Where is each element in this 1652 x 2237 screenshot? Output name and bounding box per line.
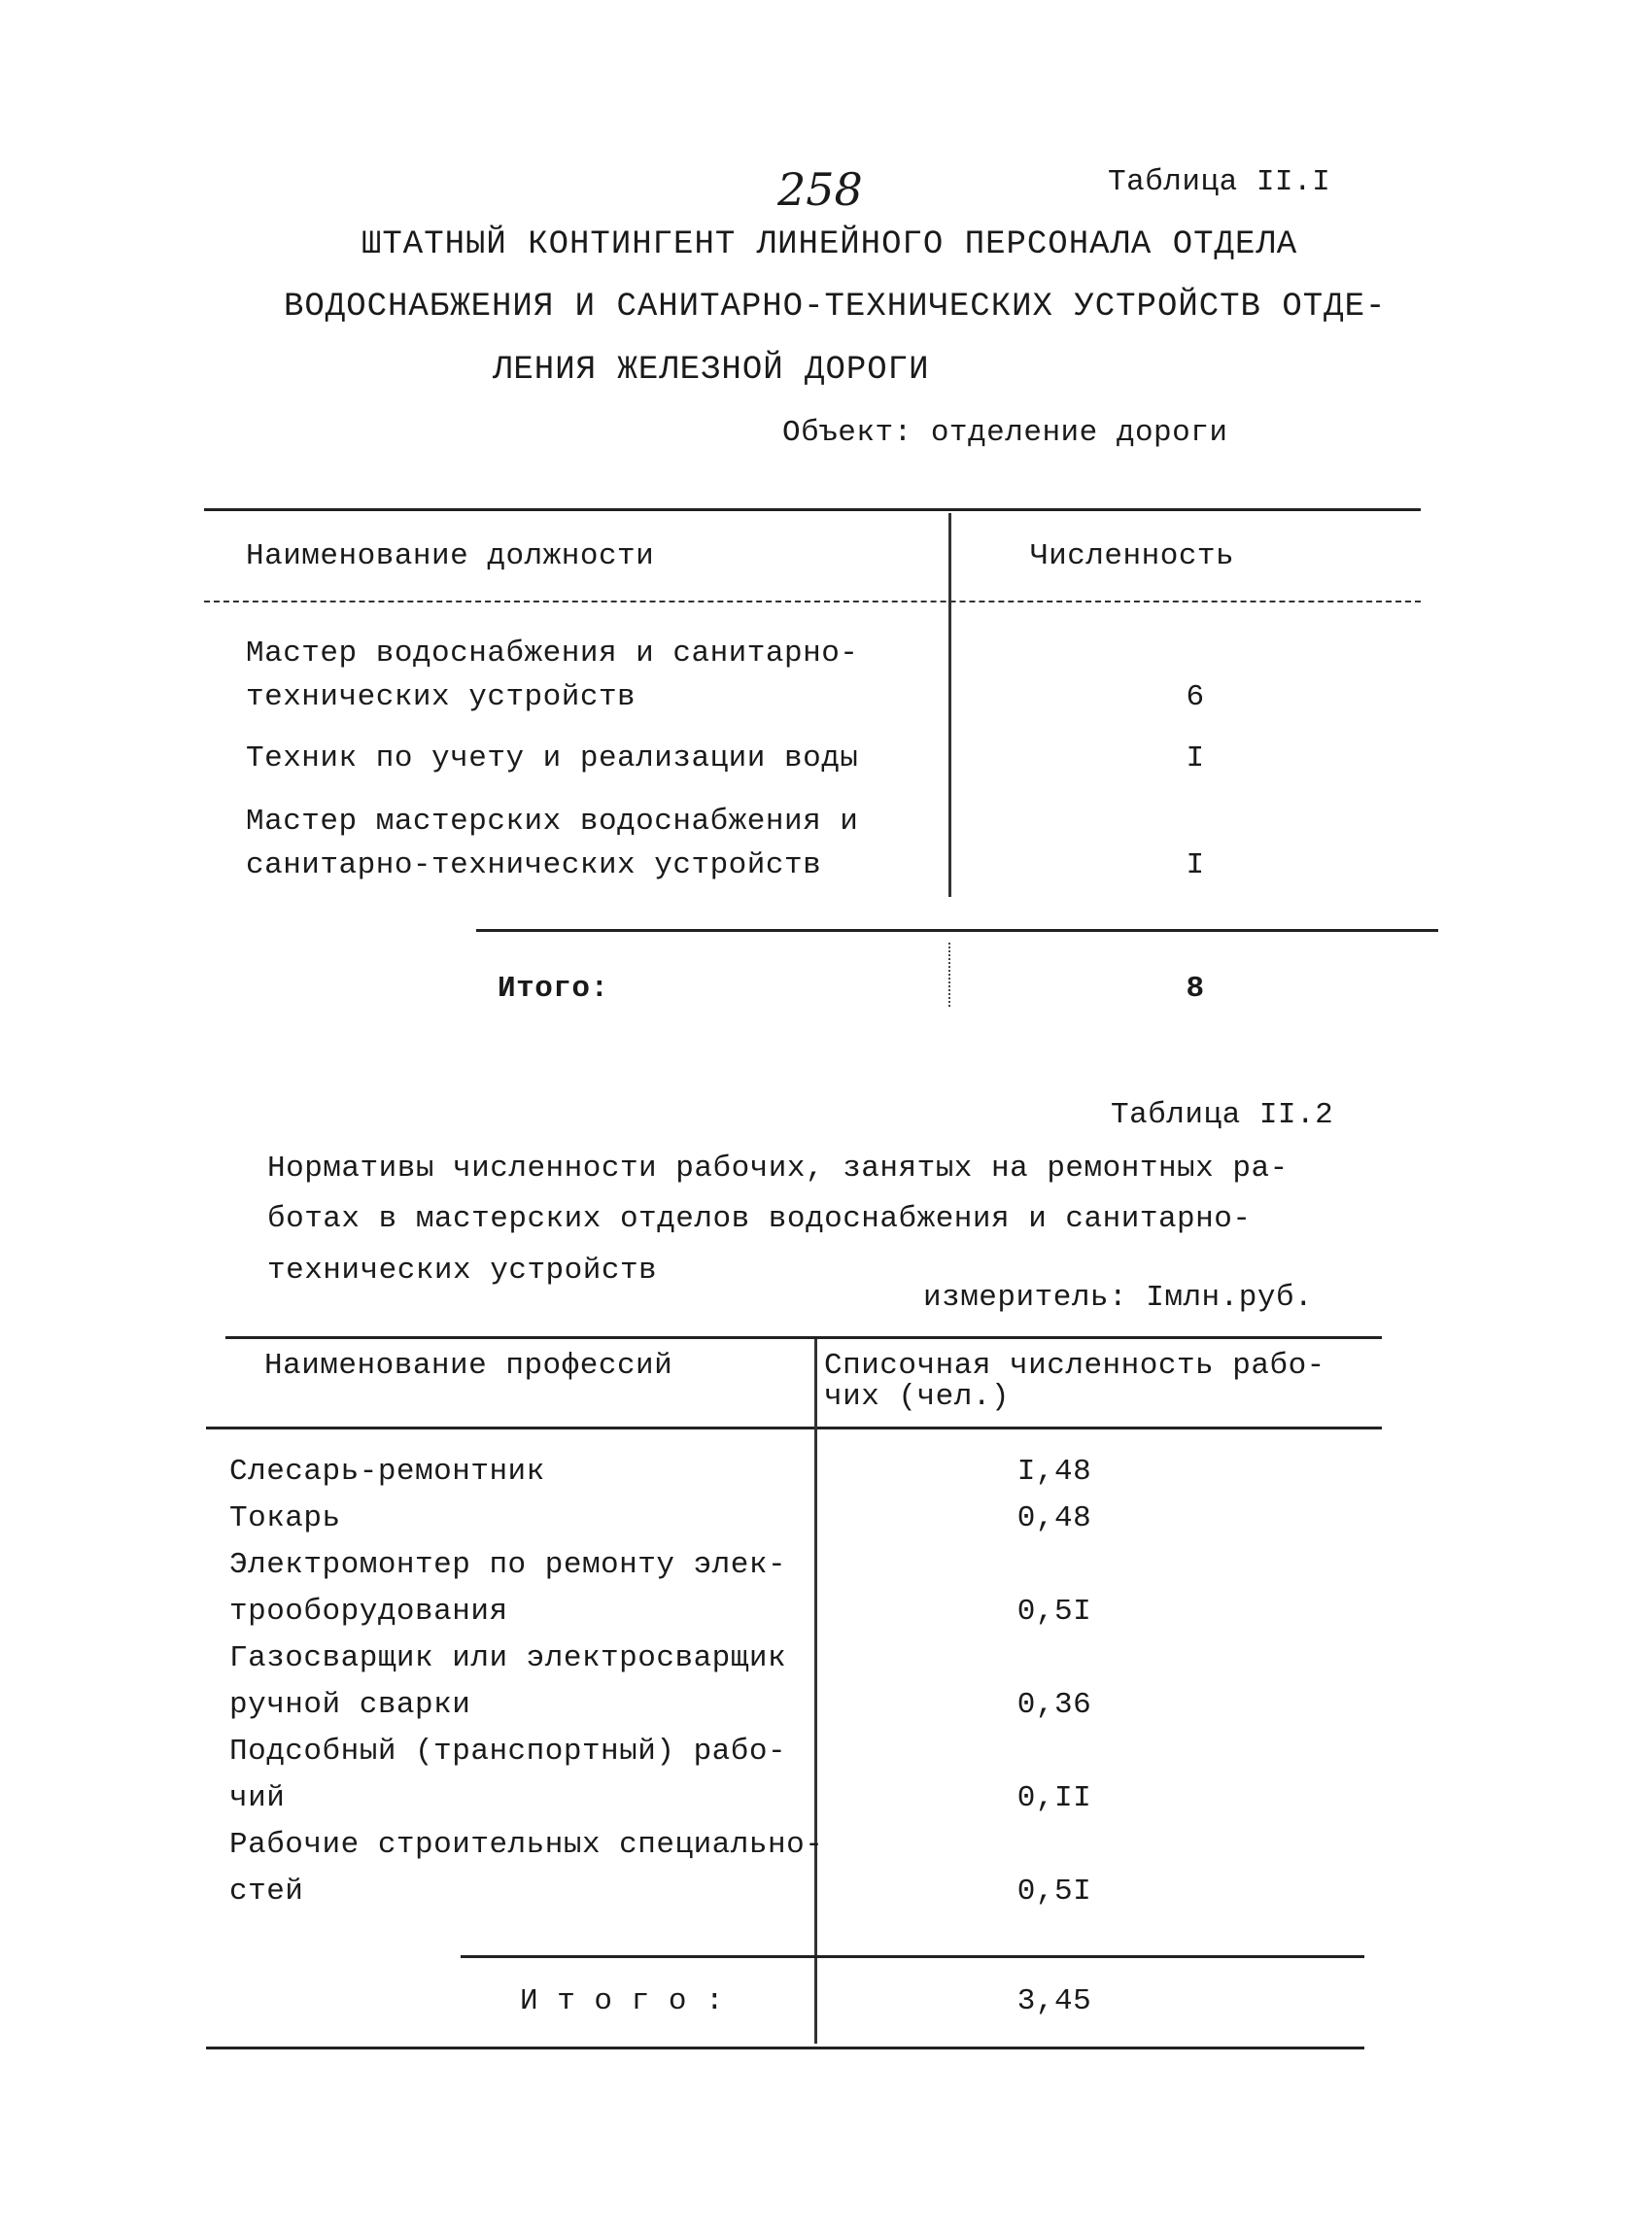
row-value: 0,II (1016, 1781, 1092, 1815)
row-value: 0,5I (1016, 1595, 1092, 1629)
row-name-line: технических устройств (246, 680, 637, 714)
row-name-line: Слесарь-ремонтник (229, 1455, 545, 1489)
table1-total-label: Итого: (498, 972, 609, 1006)
table2-unit: измеритель: Iмлн.руб. (923, 1281, 1314, 1315)
table1-header-count: Численность (1030, 539, 1235, 573)
row-value: I,48 (1016, 1455, 1092, 1489)
table2-total-rule (461, 1955, 1364, 1958)
row-name-line: Газосварщик или электросварщик (229, 1641, 787, 1675)
row-name-line: Рабочие строительных специально- (229, 1828, 824, 1862)
row-name-line: стей (229, 1875, 304, 1909)
row-name-line: трооборудования (229, 1595, 508, 1629)
row-name-line: ручной сварки (229, 1688, 471, 1722)
table2-title-line-2: ботах в мастерских отделов водоснабжения и санитарно- (267, 1202, 1252, 1236)
table1-top-rule (204, 508, 1421, 511)
row-value: 0,36 (1016, 1688, 1092, 1722)
table1-header-rule (204, 601, 1421, 602)
row-count: I (1186, 741, 1205, 775)
table2-label: Таблица II.2 (1111, 1098, 1334, 1132)
row-value: 0,5I (1016, 1875, 1092, 1909)
row-name-line: Электромонтер по ремонту элек- (229, 1548, 787, 1582)
table1-total-divider (948, 943, 950, 1007)
table1-label: Таблица II.I (1108, 165, 1331, 199)
row-name-line: Техник по учету и реализации воды (246, 741, 859, 775)
table1-total-value: 8 (1186, 972, 1205, 1006)
row-name-line: Токарь (229, 1501, 341, 1535)
row-value: 0,48 (1016, 1501, 1092, 1535)
table2-title-line-1: Нормативы численности рабочих, занятых на ремонтных ра- (267, 1152, 1289, 1186)
page-number: 258 (777, 163, 863, 216)
row-name-line: Подсобный (транспортный) рабо- (229, 1735, 787, 1769)
row-count: I (1186, 848, 1205, 882)
row-name-line: Мастер водоснабжения и санитарно- (246, 637, 859, 671)
table2-header-count-line-2: чих (чел.) (824, 1380, 1011, 1414)
table2-bottom-rule (206, 2047, 1364, 2049)
table1-title-line-2: ВОДОСНАБЖЕНИЯ И САНИТАРНО-ТЕХНИЧЕСКИХ УСТРОЙСТВ ОТДЕ- (284, 289, 1387, 326)
table1-header-name: Наименование должности (246, 539, 655, 573)
table2-header-rule (206, 1427, 1382, 1429)
table1-object-line: Объект: отделение дороги (782, 416, 1228, 450)
table1-column-divider (948, 513, 951, 897)
table2-title-line-3: технических устройств (267, 1254, 658, 1288)
row-name-line: чий (229, 1781, 286, 1815)
table2-total-value: 3,45 (1016, 1984, 1092, 2018)
table1-total-rule (476, 929, 1438, 932)
row-count: 6 (1186, 680, 1205, 714)
table1-title-line-1: ШТАТНЫЙ КОНТИНГЕНТ ЛИНЕЙНОГО ПЕРСОНАЛА ОТДЕЛА (361, 226, 1298, 263)
row-name-line: Мастер мастерских водоснабжения и (246, 805, 859, 839)
table2-column-divider (814, 1339, 817, 2044)
table2-total-label: И т о г о : (520, 1984, 725, 2018)
row-name-line: санитарно-технических устройств (246, 848, 822, 882)
table2-top-rule (225, 1336, 1382, 1339)
table2-header-count-line-1: Списочная численность рабо- (824, 1349, 1325, 1383)
table1-title-line-3: ЛЕНИЯ ЖЕЛЕЗНОЙ ДОРОГИ (493, 352, 930, 389)
table2-header-name: Наименование профессий (264, 1349, 673, 1383)
